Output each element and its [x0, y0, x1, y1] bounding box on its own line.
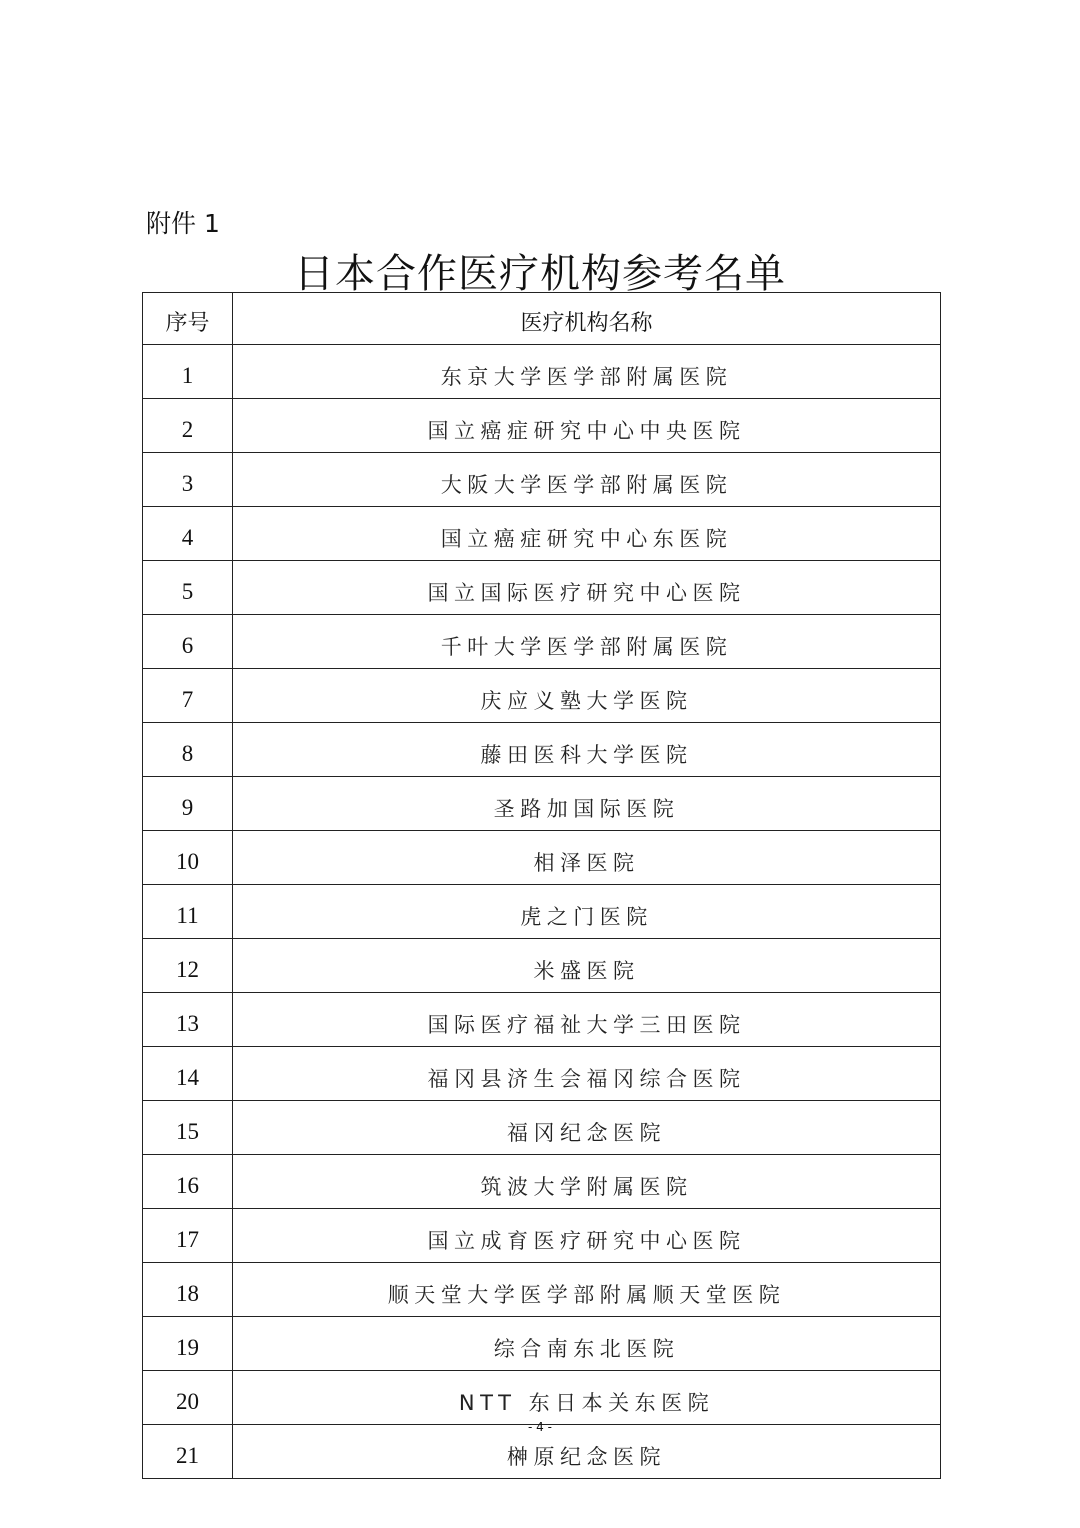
- row-index: 18: [143, 1263, 233, 1317]
- institution-name: 筑波大学附属医院: [233, 1155, 941, 1209]
- page-number: - 4 -: [528, 1420, 552, 1434]
- institution-table: [142, 292, 941, 1479]
- table-row: [143, 669, 941, 723]
- row-index: 13: [143, 993, 233, 1047]
- row-index: 20: [143, 1371, 233, 1425]
- document-title: 日本合作医疗机构参考名单: [294, 251, 786, 297]
- row-index: 17: [143, 1209, 233, 1263]
- institution-name: 福冈县济生会福冈综合医院: [233, 1047, 941, 1101]
- table-row: [143, 885, 941, 939]
- row-index: 15: [143, 1101, 233, 1155]
- institution-name: 国际医疗福祉大学三田医院: [233, 993, 941, 1047]
- row-index: 8: [143, 723, 233, 777]
- row-index: 10: [143, 831, 233, 885]
- row-index: 1: [143, 345, 233, 399]
- institution-name: 庆应义塾大学医院: [233, 669, 941, 723]
- row-index: 11: [143, 885, 233, 939]
- table-row: [143, 453, 941, 507]
- table-header-row: [143, 293, 941, 345]
- table-row: [143, 939, 941, 993]
- table-row: [143, 1209, 941, 1263]
- institution-name: 国立国际医疗研究中心医院: [233, 561, 941, 615]
- table-row: [143, 507, 941, 561]
- row-index: 2: [143, 399, 233, 453]
- row-index: 19: [143, 1317, 233, 1371]
- institution-name: 东京大学医学部附属医院: [233, 345, 941, 399]
- table-row: [143, 831, 941, 885]
- institution-name: 综合南东北医院: [233, 1317, 941, 1371]
- row-index: 4: [143, 507, 233, 561]
- row-index: 5: [143, 561, 233, 615]
- institution-name: 顺天堂大学医学部附属顺天堂医院: [233, 1263, 941, 1317]
- row-index: 9: [143, 777, 233, 831]
- institution-name: 国立癌症研究中心东医院: [233, 507, 941, 561]
- institution-name: 福冈纪念医院: [233, 1101, 941, 1155]
- row-index: 14: [143, 1047, 233, 1101]
- table-row: [143, 1371, 941, 1425]
- row-index: 6: [143, 615, 233, 669]
- institution-name: NTT 东日本关东医院: [233, 1371, 941, 1425]
- table-row: [143, 993, 941, 1047]
- institution-name: 榊原纪念医院: [233, 1425, 941, 1479]
- row-index: 7: [143, 669, 233, 723]
- institution-name: 相泽医院: [233, 831, 941, 885]
- institution-name: 国立成育医疗研究中心医院: [233, 1209, 941, 1263]
- institution-name: 虎之门医院: [233, 885, 941, 939]
- table-row: [143, 777, 941, 831]
- table-row: [143, 1155, 941, 1209]
- header-name: 医疗机构名称: [233, 293, 941, 345]
- header-index: 序号: [143, 293, 233, 345]
- table-row: [143, 1263, 941, 1317]
- table-row: [143, 1101, 941, 1155]
- table-row: [143, 615, 941, 669]
- table-row: [143, 561, 941, 615]
- institution-name: 藤田医科大学医院: [233, 723, 941, 777]
- table-row: [143, 723, 941, 777]
- institution-name: 千叶大学医学部附属医院: [233, 615, 941, 669]
- row-index: 12: [143, 939, 233, 993]
- attachment-label: 附件 1: [146, 209, 220, 238]
- table-row: [143, 399, 941, 453]
- table-row: [143, 345, 941, 399]
- table-row: [143, 1047, 941, 1101]
- row-index: 3: [143, 453, 233, 507]
- institution-name: 米盛医院: [233, 939, 941, 993]
- institution-name: 圣路加国际医院: [233, 777, 941, 831]
- row-index: 16: [143, 1155, 233, 1209]
- row-index: 21: [143, 1425, 233, 1479]
- institution-name: 国立癌症研究中心中央医院: [233, 399, 941, 453]
- table-row: [143, 1317, 941, 1371]
- institution-name: 大阪大学医学部附属医院: [233, 453, 941, 507]
